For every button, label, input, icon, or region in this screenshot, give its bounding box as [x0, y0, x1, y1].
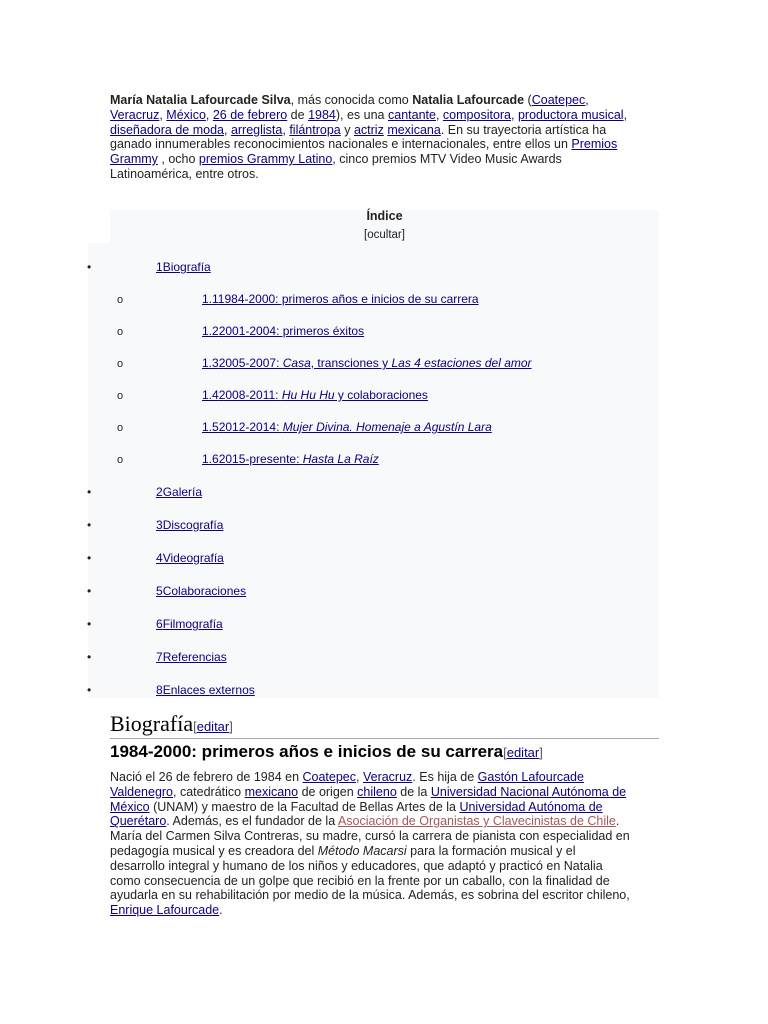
subsection-heading-text: 1984-2000: primeros años e inicios de su carrera — [110, 742, 504, 761]
link-productora[interactable]: productora musical — [517, 107, 624, 122]
toc-number: 1.3 — [202, 356, 219, 370]
toc-label: Biografía — [162, 260, 211, 274]
bracket: ] — [229, 719, 233, 734]
edit-section-link — [503, 745, 543, 760]
para-text: , — [356, 770, 363, 784]
para-text: Nació el 26 de febrero de 1984 en — [110, 770, 303, 784]
toc-number: 1 — [156, 260, 163, 274]
section-heading-biografia — [110, 711, 659, 739]
toc-label: , transciones y — [310, 356, 392, 370]
toc-label: Enlaces externos — [162, 683, 255, 697]
intro-text: , — [623, 107, 628, 122]
toc-item-2012-2014[interactable] — [202, 420, 492, 434]
para-text: (UNAM) y maestro de la Facultad de Bellas Artes de la — [149, 799, 460, 814]
toc-item-colaboraciones[interactable] — [156, 584, 246, 598]
full-name: María Natalia Lafourcade Silva — [110, 93, 291, 107]
link-veracruz[interactable]: Veracruz — [362, 770, 413, 784]
toc-bullet: • — [87, 260, 92, 274]
toc-number: 1.5 — [202, 420, 219, 434]
toc-label: y colaboraciones — [334, 388, 428, 402]
toc-item-videografia[interactable] — [156, 551, 224, 565]
toc-label: 2001-2004: primeros éxitos — [218, 324, 365, 338]
toc-bullet: • — [87, 485, 92, 499]
toc-label: 2015-presente: — [218, 452, 303, 466]
toc-number: 6 — [156, 617, 163, 631]
toc-item-2008-2011[interactable] — [202, 388, 428, 402]
link-mexicana[interactable]: mexicana — [387, 122, 441, 137]
link-grammy-latino[interactable]: premios Grammy Latino — [198, 152, 333, 167]
intro-text: . En su trayectoria artística ha ganado innumerables reconocimientos nacionales e internacionales, entre ellos un — [110, 122, 607, 152]
para-text: , catedrático — [173, 784, 245, 799]
toc-title: Índice — [366, 209, 403, 223]
toc-bullet: o — [117, 294, 124, 306]
link-compositora[interactable]: compositora — [442, 107, 512, 122]
intro-text: y — [340, 122, 354, 137]
toc-bullet: • — [87, 518, 92, 532]
toc-item-filmografia[interactable] — [156, 617, 223, 631]
toc-bullet: o — [117, 390, 124, 402]
toc-item-2015-presente[interactable] — [202, 452, 379, 466]
toc-label: 2005-2007: — [218, 356, 283, 370]
para-text: . Es hija de — [412, 770, 478, 784]
link-birth-date[interactable]: 26 de febrero — [212, 107, 288, 122]
bracket: [ — [193, 719, 197, 734]
para-text: . Además, es el fundador de la — [166, 814, 338, 829]
link-cantante[interactable]: cantante — [388, 107, 436, 122]
toc-number: 3 — [156, 518, 163, 532]
bracket: ] — [539, 745, 543, 760]
intro-text: , — [585, 93, 589, 107]
toc-item-2001-2004[interactable] — [202, 324, 364, 338]
intro-text: , — [205, 107, 213, 122]
toc-label: 2008-2011: — [218, 388, 282, 402]
toc-item-discografia[interactable] — [156, 518, 223, 532]
toc-bullet: o — [117, 326, 124, 338]
edit-link[interactable]: editar — [506, 745, 540, 760]
toc-label: Galería — [162, 485, 203, 499]
intro-text: , ocho — [157, 152, 199, 167]
toc-label: Filmografía — [162, 617, 223, 631]
toc-number: 1.4 — [202, 388, 219, 402]
toc-item-referencias[interactable] — [156, 650, 227, 664]
para-text: para la formación musical y el desarrollo integral y humano de los niños y educadores, que adaptó y practicó en Natalia como consecuencia de un golpe que recibió en la frente por un caballo, con la finalidad de ayudarla en su rehabilitación por medio de la música. Además, es sobrina del escritor chileno, — [110, 843, 630, 903]
toc-label: 1984-2000: primeros años e inicios de su carrera — [217, 292, 479, 306]
toc-number: 1.1 — [202, 292, 218, 306]
intro-text: , cinco premios MTV Video Music Awards Latinoamérica, entre otros. — [110, 152, 562, 181]
toc-number: 5 — [156, 584, 163, 598]
intro-text: , — [159, 107, 167, 122]
intro-text: ), es una — [335, 107, 388, 122]
link-actriz[interactable]: actriz — [353, 122, 384, 137]
link-unam[interactable]: Universidad Nacional Autónoma de México — [110, 784, 627, 814]
known-as-name: Natalia Lafourcade — [412, 93, 525, 107]
link-veracruz[interactable]: Veracruz — [110, 107, 160, 122]
toc-hide-toggle[interactable]: [ocultar] — [364, 229, 405, 241]
intro-text: , — [511, 107, 518, 122]
link-premios-grammy[interactable]: Premios Grammy — [110, 137, 618, 167]
edit-section-link — [193, 719, 233, 734]
toc-number: 2 — [156, 485, 163, 499]
toc-album-title: Mujer Divina. Homenaje a Agustín Lara — [282, 420, 492, 434]
link-gaston-lafourcade[interactable]: Gastón Lafourcade Valdenegro — [110, 770, 584, 799]
toc-number: 1.2 — [202, 324, 219, 338]
link-birth-year[interactable]: 1984 — [308, 107, 336, 122]
toc-number: 7 — [156, 650, 163, 664]
toc-bullet: o — [117, 358, 124, 370]
toc-label: Videografía — [162, 551, 224, 565]
link-mexico[interactable]: México — [166, 107, 206, 122]
link-disenadora[interactable]: diseñadora de moda — [110, 122, 224, 137]
toc-album-title: Hasta La Raíz — [302, 452, 379, 466]
toc-bullet: • — [87, 617, 92, 631]
link-coatepec[interactable]: Coatepec — [531, 93, 586, 107]
para-text: . María del Carmen Silva Contreras, su madre, cursó la carrera de pianista con especialidad en pedagogía musical y es creadora del — [110, 814, 630, 858]
toc-item-1984-2000[interactable] — [202, 292, 479, 306]
toc-item-2005-2007[interactable] — [202, 356, 532, 370]
subsection-heading-1984-2000 — [110, 741, 670, 764]
link-uaq[interactable]: Universidad Autónoma de Querétaro — [110, 799, 603, 829]
toc-item-biografia[interactable] — [156, 260, 211, 274]
toc-number: 8 — [156, 683, 163, 697]
toc-label: Colaboraciones — [162, 584, 247, 598]
section-heading-text: Biografía — [110, 711, 194, 736]
intro-text: ( — [524, 93, 532, 107]
toc-number: 4 — [156, 551, 163, 565]
link-mexicano[interactable]: mexicano — [244, 784, 299, 799]
intro-text: , — [223, 122, 231, 137]
intro-text: de — [287, 107, 309, 122]
biography-paragraph — [110, 770, 630, 918]
link-enrique-lafourcade[interactable]: Enrique Lafourcade — [110, 903, 220, 918]
toc-bullet: • — [87, 683, 92, 697]
toc-album-title: Hu Hu Hu — [281, 388, 335, 402]
toc-bullet: o — [117, 454, 124, 466]
toc-label: 2012-2014: — [218, 420, 283, 434]
toc-item-enlaces-externos[interactable] — [156, 683, 255, 697]
toc-bullet: • — [87, 650, 92, 664]
intro-text: , — [282, 122, 290, 137]
toc-bullet: • — [87, 584, 92, 598]
toc-item-galeria[interactable] — [156, 485, 202, 499]
link-asociacion-organistas[interactable]: Asociación de Organistas y Clavecinistas de Chile — [337, 814, 616, 829]
link-arreglista[interactable]: arreglista — [230, 122, 283, 137]
toc-label: Referencias — [162, 650, 227, 664]
metodo-macarsi: Método Macarsi — [317, 843, 407, 858]
link-chileno[interactable]: chileno — [357, 784, 397, 799]
toc-album-title: Casa — [282, 356, 311, 370]
bracket: [ — [503, 745, 507, 760]
para-text: de origen — [298, 784, 358, 799]
intro-text: , — [435, 107, 443, 122]
toc-album-title: Las 4 estaciones del amor — [391, 356, 532, 370]
toc-bullet: • — [87, 551, 92, 565]
link-coatepec[interactable]: Coatepec — [302, 770, 357, 784]
para-text: de la — [396, 784, 431, 799]
intro-text: , más conocida como — [290, 93, 413, 107]
toc-label: Discografía — [162, 518, 224, 532]
edit-link[interactable]: editar — [196, 719, 230, 734]
toc-bullet: o — [117, 422, 124, 434]
toc-number: 1.6 — [202, 452, 219, 466]
para-text: . — [219, 903, 223, 918]
link-filantropa[interactable]: filántropa — [289, 122, 341, 137]
intro-paragraph — [110, 93, 630, 182]
